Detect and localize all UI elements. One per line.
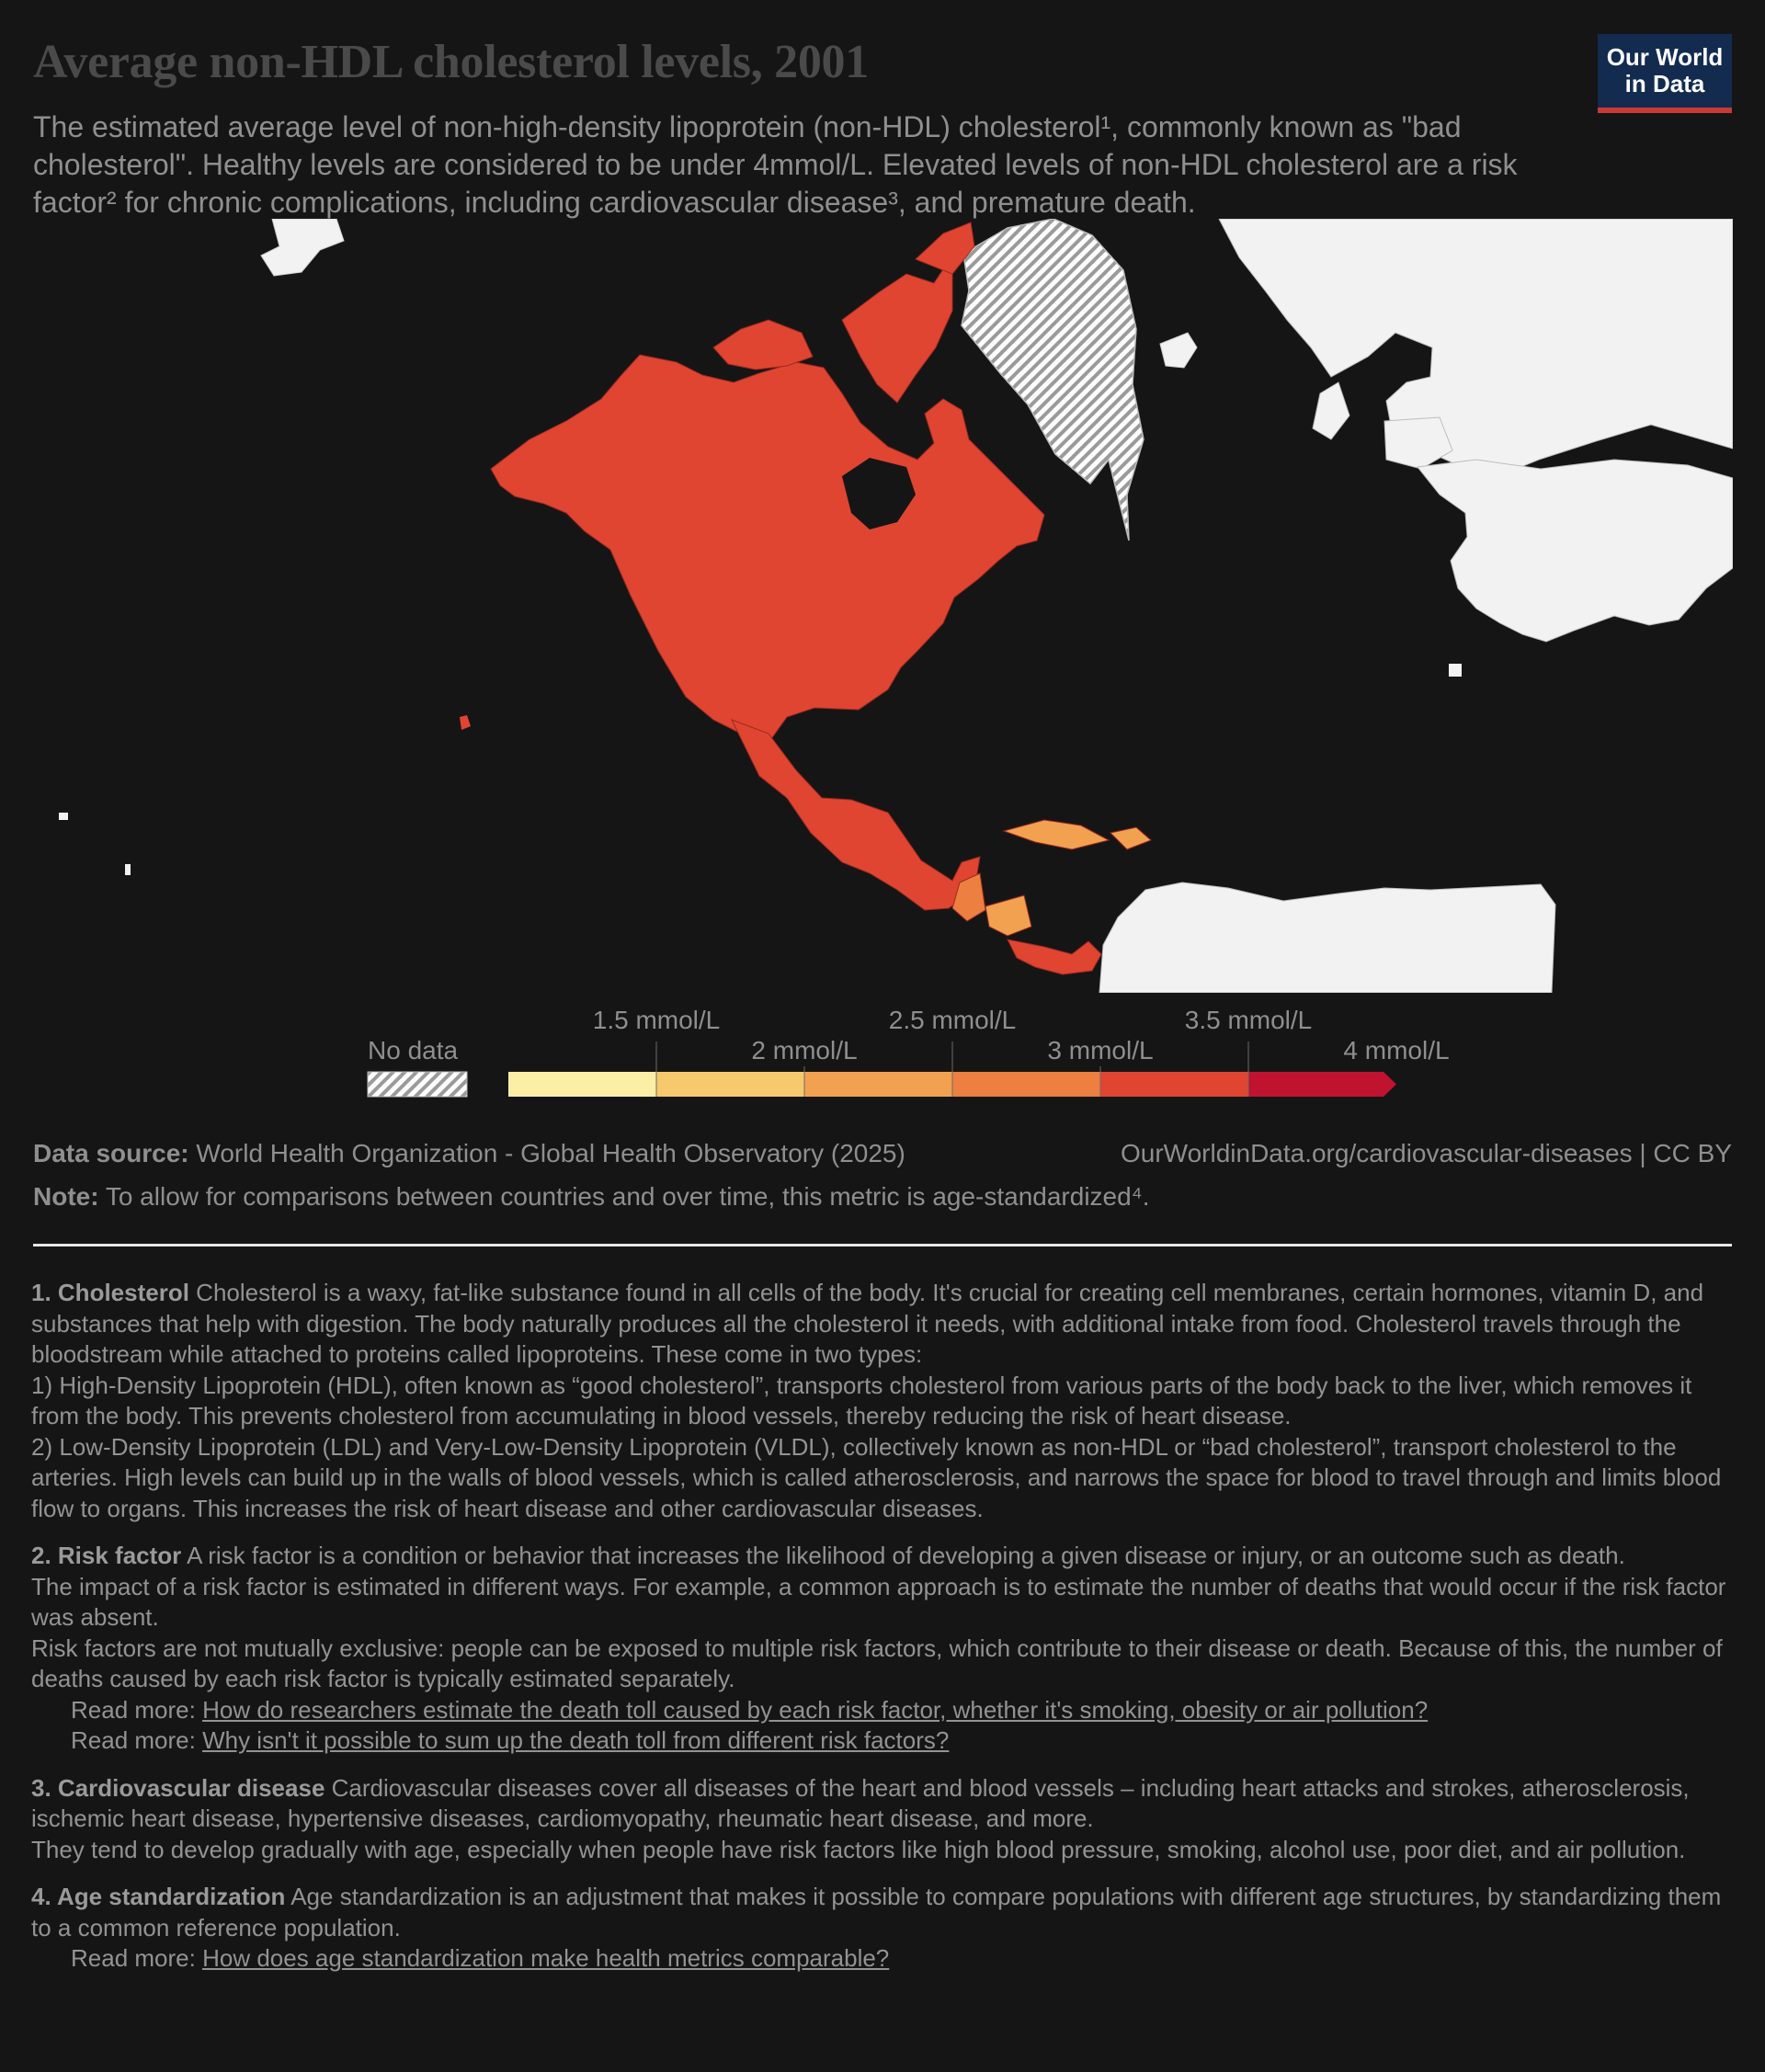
data-source-line [33,1139,905,1168]
footnote-1 [31,1278,1741,1524]
legend-bin-2[interactable] [656,1072,804,1097]
footnote-2-readmore-1 [31,1695,1741,1726]
legend-bins [508,1042,1396,1097]
footnote-1-title: 1. Cholesterol [31,1279,189,1306]
footnote-1-paragraph-2: 1) High-Density Lipoprotein (HDL), often known as “good cholesterol”, transports cholesterol from various parts of the body back to the liver, which removes it from the body. This prevents cholesterol from accumulating in blood vessels, thereby reducing the risk of heart disease. [31,1371,1692,1429]
footnote-4-readmore-1 [31,1943,1741,1975]
legend-no-data[interactable] [368,1036,467,1097]
footnote-2-text: A risk factor is a condition or behavior that increases the likelihood of developing a given disease or injury, or an outcome such as death. [187,1542,1625,1569]
island-canaries [1449,664,1462,677]
footer-divider [33,1244,1732,1247]
footnote-3-paragraph-2: They tend to develop gradually with age, especially when people have risk factors like high blood pressure, smoking, alcohol use, poor diet, and air pollution. [31,1835,1686,1863]
legend-label-bottom-3: 4 mmol/L [1343,1036,1450,1064]
chart-title: Average non-HDL cholesterol levels, 2001 [33,36,869,88]
read-more-label: Read more: [71,1695,196,1724]
footnote-3 [31,1773,1741,1866]
legend-bin-1[interactable] [508,1072,656,1097]
note-label: Note: [33,1182,99,1211]
data-source-label: Data source: [33,1139,189,1167]
source-url[interactable]: OurWorldinData.org/cardiovascular-diseases | CC BY [1120,1139,1732,1167]
region-south-america[interactable] [1099,882,1555,993]
footnote-2 [31,1541,1741,1757]
read-more-label: Read more: [71,1944,196,1972]
data-source-text[interactable]: World Health Organization - Global Health Observatory (2025) [196,1139,905,1167]
legend-bin-4[interactable] [952,1072,1100,1097]
footnote-1-text: Cholesterol is a waxy, fat-like substance found in all cells of the body. It's crucial for creating cell membranes, certain hormones, vitamin D, and substances that help with digestion. The body naturally produces all the cholesterol it needs, with additional intake from food. Cholesterol travels through the bloodstream while attached to proteins called lipoproteins. These come in two types: [31,1279,1704,1368]
legend-label-top-3: 3.5 mmol/L [1184,1006,1313,1034]
legend-no-data-label: No data [368,1036,459,1064]
footnote-2-title: 2. Risk factor [31,1542,182,1569]
footnotes [31,1278,1741,1991]
footnote-4-title: 4. Age standardization [31,1883,286,1910]
island-pacific-2 [125,864,131,875]
legend-label-bottom-1: 2 mmol/L [751,1036,858,1064]
island-pacific [59,813,68,820]
footnote-4 [31,1882,1741,1975]
logo-line-1: Our World [1606,43,1724,71]
legend-bin-5[interactable] [1100,1072,1248,1097]
note-line [33,1182,1150,1212]
legend-tick-labels [593,1006,1450,1064]
footnote-4-text: Age standardization is an adjustment that makes it possible to compare populations with different age structures, by standardizing them to a common reference population. [31,1883,1722,1941]
link-death-toll-risk-factors[interactable]: How do researchers estimate the death toll caused by each risk factor, whether it's smoking, obesity or air pollution? [202,1695,1429,1724]
legend-label-top-2: 2.5 mmol/L [888,1006,1017,1034]
choropleth-map[interactable] [33,219,1733,993]
link-age-standardization[interactable]: How does age standardization make health metrics comparable? [202,1944,890,1972]
legend-label-top-1: 1.5 mmol/L [592,1006,721,1034]
footnote-2-readmore-2 [31,1725,1741,1757]
logo-line-2: in Data [1624,70,1705,97]
legend-bin-3[interactable] [804,1072,952,1097]
footnote-2-paragraph-2: The impact of a risk factor is estimated in different ways. For example, a common approach is to estimate the number of deaths that would occur if the risk factor was absent. [31,1572,1726,1631]
read-more-label: Read more: [71,1726,196,1754]
owid-logo[interactable] [1598,34,1732,113]
footnote-3-title: 3. Cardiovascular disease [31,1773,325,1802]
footnote-2-paragraph-3: Risk factors are not mutually exclusive: people can be exposed to multiple risk factors, which contribute to their disease or death. Because of this, the number of deaths caused by each risk factor is typically estimated separately. [31,1634,1723,1692]
legend-no-data-swatch [368,1072,467,1097]
legend-bin-6[interactable] [1248,1072,1396,1097]
footnote-3-text: Cardiovascular diseases cover all diseases of the heart and blood vessels – including heart attacks and strokes, atherosclerosis, ischemic heart disease, hypertensive diseases, cardiomyopathy, rheumatic heart disease, and more. [31,1773,1690,1832]
footnote-1-paragraph-3: 2) Low-Density Lipoprotein (LDL) and Very-Low-Density Lipoprotein (VLDL), collectively known as non-HDL or “bad cholesterol”, transport cholesterol to the arteries. High levels can build up in the walls of blood vessels, which is called atherosclerosis, and narrows the space for blood to travel through and limits blood flow to organs. This increases the risk of heart disease and other cardiovascular diseases. [31,1432,1722,1522]
link-sum-death-toll[interactable]: Why isn't it possible to sum up the death toll from different risk factors? [202,1726,950,1754]
note-text: To allow for comparisons between countries and over time, this metric is age-standardized⁴. [105,1182,1150,1211]
legend-label-bottom-2: 3 mmol/L [1047,1036,1154,1064]
chart-subtitle: The estimated average level of non-high-density lipoprotein (non-HDL) cholesterol¹, commonly known as "bad cholesterol". Healthy levels are considered to be under 4mmol/L. Elevated levels of non-HDL cholesterol are a risk factor² for chronic complications, including cardiovascular disease³, and premature death. [33,110,1518,219]
